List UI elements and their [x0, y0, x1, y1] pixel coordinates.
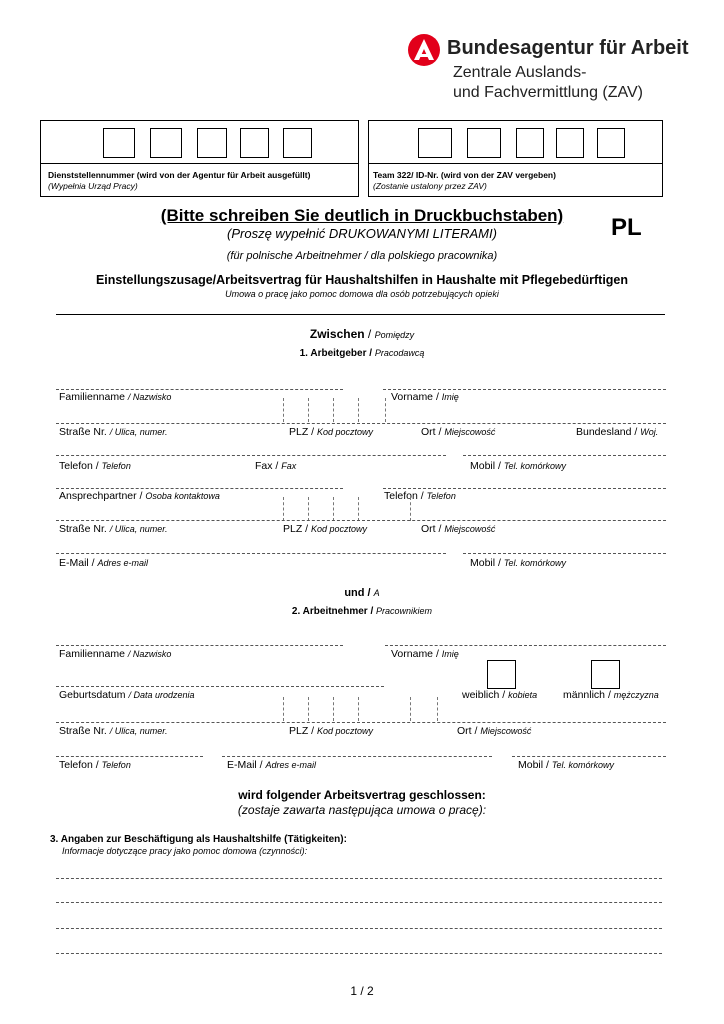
activity-line[interactable] — [56, 878, 662, 879]
digit-separator — [333, 398, 334, 422]
office-digit-box[interactable] — [240, 128, 269, 158]
office-digit-box[interactable] — [197, 128, 227, 158]
employee-mobile-field[interactable]: Mobil / Tel. komórkowy — [518, 759, 615, 771]
language-code: PL — [611, 214, 642, 241]
office-digit-box[interactable] — [283, 128, 312, 158]
ba-logo-icon — [407, 33, 441, 67]
activity-line[interactable] — [56, 953, 662, 954]
page-title-pl: (Proszę wypełnić DRUKOWANYMI LITERAMI) — [227, 226, 497, 241]
form-heading: Einstellungszusage/Arbeitsvertrag für Haushaltshilfen in Haushalte mit Pflegebedürftigen — [95, 273, 629, 287]
employer-fax-field[interactable]: Fax / Fax — [255, 460, 297, 472]
digit-separator — [358, 398, 359, 422]
org-line3: und Fachvermittlung (ZAV) — [453, 84, 643, 101]
team-id-box[interactable] — [597, 128, 625, 158]
line — [383, 488, 666, 489]
employer-state-field[interactable]: Bundesland / Woj. — [576, 426, 659, 438]
line — [56, 520, 666, 521]
and-label: und / A — [344, 587, 380, 599]
digit-separator — [358, 497, 359, 521]
line — [56, 553, 446, 554]
digit-separator — [283, 497, 284, 521]
male-label: männlich / mężczyzna — [563, 689, 659, 701]
digit-separator — [333, 697, 334, 721]
employer-phone-field[interactable]: Telefon / Telefon — [59, 460, 131, 472]
digit-separator — [308, 697, 309, 721]
employer-email-field[interactable]: E-Mail / Adres e-mail — [59, 557, 149, 569]
line — [56, 389, 343, 390]
digit-separator — [410, 697, 411, 721]
employer-heading: 1. Arbeitgeber / Pracodawcą — [299, 348, 425, 359]
section3-heading: 3. Angaben zur Beschäftigung als Haushaltshilfe (Tätigkeiten): — [50, 834, 347, 845]
digit-separator — [308, 497, 309, 521]
divider — [56, 314, 665, 315]
org-name: Bundesagentur für Arbeit — [447, 37, 689, 59]
line — [385, 645, 666, 646]
page-title: (Bitte schreiben Sie deutlich in Druckbuchstaben) — [160, 206, 564, 225]
employer-postcode-field[interactable]: PLZ / Kod pocztowy — [289, 426, 374, 438]
page-number: 1 / 2 — [350, 984, 374, 998]
activity-line[interactable] — [56, 928, 662, 929]
employer-lastname-field[interactable]: Familienname / Nazwisko — [59, 391, 172, 403]
office-number-label-pl: (Wypełnia Urząd Pracy) — [48, 181, 138, 191]
employee-heading: 2. Arbeitnehmer / Pracownikiem — [291, 606, 433, 617]
target-workers: (für polnische Arbeitnehmer / dla polskiego pracownika) — [226, 250, 498, 262]
contact-street-field[interactable]: Straße Nr. / Ulica, numer. — [59, 523, 168, 535]
employee-email-field[interactable]: E-Mail / Adres e-mail — [227, 759, 317, 771]
contract-heading-pl: (zostaje zawarta następująca umowa o pracę): — [237, 803, 487, 817]
employer-firstname-field[interactable]: Vorname / Imię — [391, 391, 459, 403]
line — [56, 455, 446, 456]
digit-separator — [333, 497, 334, 521]
employee-birthdate-field[interactable]: Geburtsdatum / Data urodzenia — [59, 689, 195, 701]
office-digit-box[interactable] — [103, 128, 135, 158]
digit-separator — [358, 697, 359, 721]
line — [56, 488, 343, 489]
line — [463, 553, 666, 554]
form-heading-pl: Umowa o pracę jako pomoc domowa dla osób potrzebujących opieki — [225, 289, 499, 299]
line — [56, 722, 666, 723]
office-number-label: Dienststellennummer (wird von der Agentur für Arbeit ausgefüllt) — [48, 170, 311, 180]
employer-contact-field[interactable]: Ansprechpartner / Osoba kontaktowa — [59, 490, 220, 502]
employee-lastname-field[interactable]: Familienname / Nazwisko — [59, 648, 172, 660]
employee-phone-field[interactable]: Telefon / Telefon — [59, 759, 131, 771]
employer-city-field[interactable]: Ort / Miejscowość — [421, 426, 496, 438]
ba-logo — [407, 33, 441, 67]
contact-city-field[interactable]: Ort / Miejscowość — [421, 523, 496, 535]
between-label: Zwischen / Pomiędzy — [309, 327, 415, 341]
digit-separator — [410, 497, 411, 521]
office-number-label-frame — [40, 163, 359, 197]
digit-separator — [283, 697, 284, 721]
team-id-box[interactable] — [467, 128, 501, 158]
female-checkbox[interactable] — [487, 660, 516, 689]
line — [56, 645, 343, 646]
male-checkbox[interactable] — [591, 660, 620, 689]
org-line2: Zentrale Auslands- — [453, 64, 587, 81]
employer-street-field[interactable]: Straße Nr. / Ulica, numer. — [59, 426, 168, 438]
line — [512, 756, 666, 757]
contract-heading: wird folgender Arbeitsvertrag geschlossen: — [238, 788, 486, 802]
digit-separator — [437, 697, 438, 721]
office-digit-box[interactable] — [150, 128, 182, 158]
team-id-label-pl: (Zostanie ustalony przez ZAV) — [373, 181, 487, 191]
line — [463, 455, 666, 456]
line — [383, 389, 666, 390]
digit-separator — [308, 398, 309, 422]
team-id-label-frame — [368, 163, 663, 197]
employer-mobile2-field[interactable]: Mobil / Tel. komórkowy — [470, 557, 567, 569]
line — [56, 686, 384, 687]
team-id-label: Team 322/ ID-Nr. (wird von der ZAV vergeben) — [373, 170, 556, 180]
employer-contact-phone-field[interactable]: Telefon / Telefon — [384, 490, 456, 502]
digit-separator — [385, 398, 386, 422]
digit-separator — [283, 398, 284, 422]
employee-city-field[interactable]: Ort / Miejscowość — [457, 725, 532, 737]
section3-subheading: Informacje dotyczące pracy jako pomoc domowa (czynności): — [62, 846, 308, 856]
line — [56, 756, 203, 757]
team-id-box[interactable] — [418, 128, 452, 158]
team-id-box[interactable] — [556, 128, 584, 158]
female-label: weiblich / kobieta — [462, 689, 538, 701]
employee-postcode-field[interactable]: PLZ / Kod pocztowy — [289, 725, 374, 737]
team-id-box[interactable] — [516, 128, 544, 158]
activity-line[interactable] — [56, 902, 662, 903]
employee-firstname-field[interactable]: Vorname / Imię — [391, 648, 459, 660]
employee-street-field[interactable]: Straße Nr. / Ulica, numer. — [59, 725, 168, 737]
contact-postcode-field[interactable]: PLZ / Kod pocztowy — [283, 523, 368, 535]
line — [56, 423, 666, 424]
employer-mobile-field[interactable]: Mobil / Tel. komórkowy — [470, 460, 567, 472]
line — [222, 756, 492, 757]
